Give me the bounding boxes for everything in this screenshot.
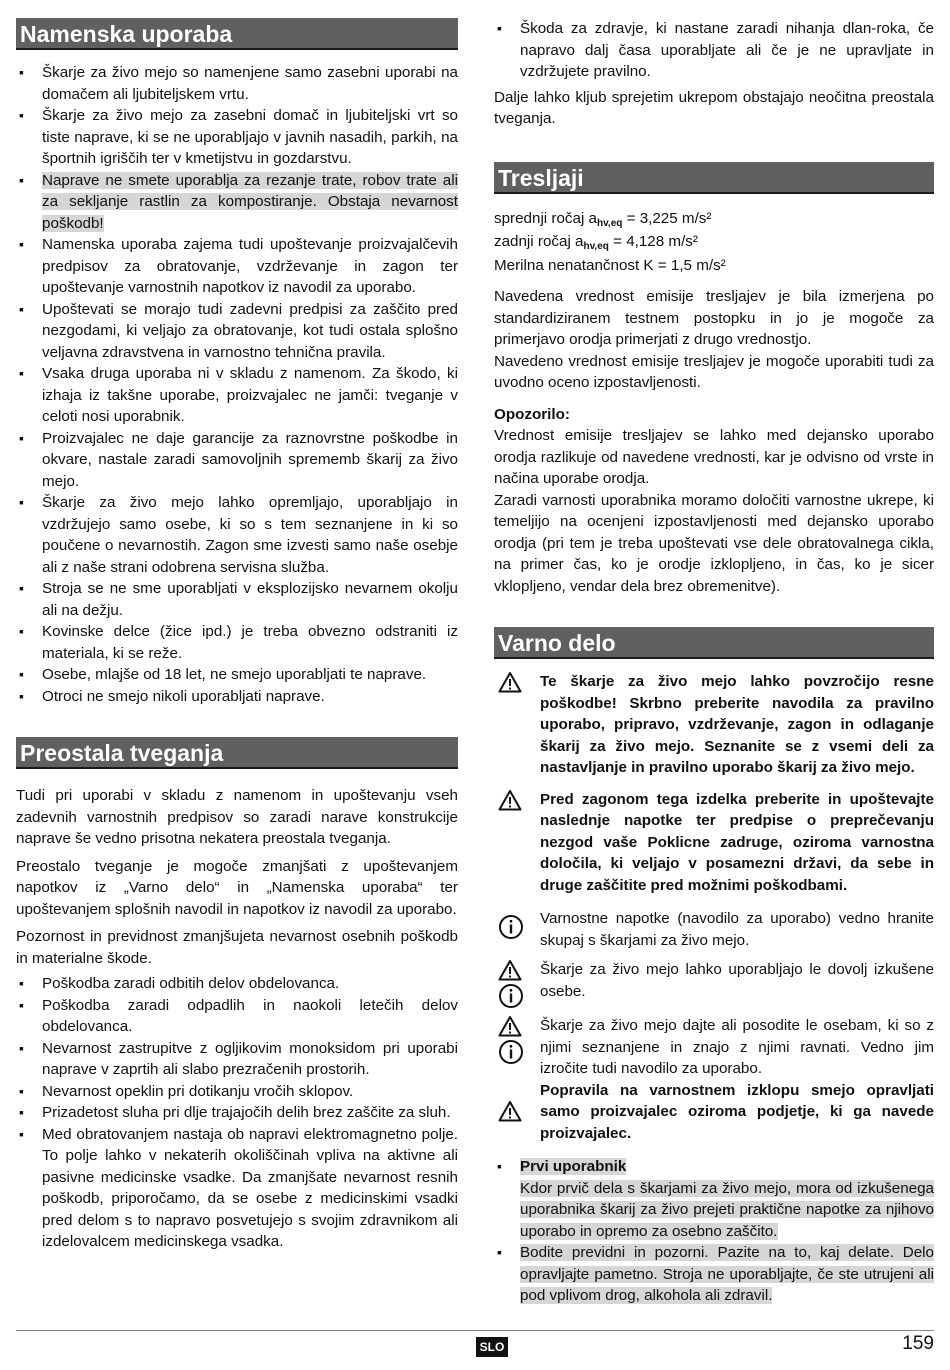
section-heading-safe-work: Varno delo bbox=[494, 627, 934, 659]
paragraph: Pozornost in previdnost zmanjšujeta nevarnost osebnih poškodb in materialne škode. bbox=[16, 928, 458, 967]
list-item: ▪ Namenska uporaba zajema tudi upoštevanje proizvajalčevih predpisov za obratovanje, vzdrževanje in zagon ter upoštevanje varnostnih napotkov iz navodil za uporabo. bbox=[16, 234, 458, 299]
warning-title: Opozorilo: bbox=[494, 405, 570, 423]
footer-divider bbox=[16, 1330, 934, 1331]
list-item: ▪ Otroci ne smejo nikoli uporabljati naprave. bbox=[16, 686, 458, 708]
list-item: ▪ Proizvajalec ne daje garancije za raznovrstne poškodbe in okvare, nastale zaradi samovoljnih sprememb škarij za živo mejo. bbox=[16, 428, 458, 493]
list-item: ▪ Škoda za zdravje, ki nastane zaradi nihanja dlan-roka, če napravo dalj časa uporabljate ali če je ne upravljate in vzdržujete pravilno. bbox=[494, 18, 934, 83]
intended-use-list bbox=[16, 62, 458, 707]
list-item bbox=[494, 1242, 934, 1307]
operator-notes-list bbox=[494, 1156, 934, 1307]
list-item: ▪ Poškodba zaradi odpadlih in naokoli letečih delov obdelovanca. bbox=[16, 995, 458, 1038]
list-item: ▪ Škarje za živo mejo lahko opremljajo, uporabljajo in vzdržujejo samo osebe, ki so s tem seznanjene in ki so poučene o nevarnostih. Zagon sme izvesti samo naše osebje ali z naše strani odobrena servisna služba. bbox=[16, 492, 458, 578]
highlighted-text: Bodite previdni in pozorni. Pazite na to, kaj delate. Delo opravljajte pametno. Stroja ne uporabljajte, če ste utrujeni ali pod vplivom drog, alkohola ali zdravil. bbox=[520, 1244, 934, 1304]
list-item: ▪ Upoštevati se morajo tudi zadevni predpisi za zaščito pred nezgodami, ki veljajo za obratovanje, kot tudi ostala splošno veljavna zdravstvena in varnostno tehnična pravila. bbox=[16, 299, 458, 364]
front-handle-value: sprednji ročaj ahv,eq = 3,225 m/s² bbox=[494, 209, 712, 229]
highlighted-text: Naprave ne smete uporablja za rezanje trate, robov trate ali za sekljanje rastlin za kompostiranje. Obstaja nevarnost poškodb! bbox=[42, 171, 458, 232]
list-item: ▪ Med obratovanjem nastaja ob napravi elektromagnetno polje. To polje lahko v nekaterih okoliščinah vpliva na aktivne ali pasivne medicinske vsadke. Da zmanjšate nevarnost resnih poškodb, priporočamo, da se osebe z medicinskimi vsadki pred delom s to napravo posvetujejo s svojim zdravnikom ali izdelovalcem medicinskega vsadka. bbox=[16, 1124, 458, 1253]
language-badge: SLO bbox=[476, 1337, 508, 1357]
residual-risks-list-cont bbox=[494, 18, 934, 83]
list-item: ▪ Stroja se ne sme uporabljati v eksplozijsko nevarnem okolju ali na dežju. bbox=[16, 578, 458, 621]
page-number: 159 bbox=[902, 1333, 934, 1354]
info-note: Varnostne napotke (navodilo za uporabo) vedno hranite skupaj s škarjami za živo mejo. bbox=[494, 908, 934, 951]
list-item bbox=[16, 170, 458, 235]
paragraph: Navedena vrednost emisije tresljajev je bila izmerjena po standardiziranem testnem postopku in jo je mogoče za primerjavo orodja primerjati z drugo vrednostjo. bbox=[494, 288, 934, 348]
info-icon bbox=[498, 1039, 524, 1065]
right-column bbox=[494, 0, 934, 1307]
rear-handle-value: zadnji ročaj ahv,eq = 4,128 m/s² bbox=[494, 233, 698, 252]
warning-triangle-icon bbox=[498, 671, 524, 693]
paragraph: Tudi pri uporabi v skladu z namenom in upoštevanju vseh zadevnih varnostnih predpisov so zaradi narave konstrukcije naprave še vedno prisotna nekatera preostala tveganja. bbox=[16, 787, 458, 847]
info-icon bbox=[498, 914, 524, 940]
paragraph: Dalje lahko kljub sprejetim ukrepom obstajajo neočitna preostala tveganja. bbox=[494, 88, 934, 127]
safety-note: Pred zagonom tega izdelka preberite in upoštevajte naslednje napotke ter predpise o preprečevanju nezgod vaše Poklicne zadruge, oziroma varnostna določila, ki veljajo v posamezni državi, da sebe in druge zaščitite pred možnimi poškodbami. bbox=[494, 789, 934, 897]
measurement-uncertainty: Merilna nenatančnost K = 1,5 m/s² bbox=[494, 256, 726, 274]
list-item: ▪ Osebe, mlajše od 18 let, ne smejo uporabljati te naprave. bbox=[16, 664, 458, 686]
paragraph: Navedeno vrednost emisije tresljajev je mogoče uporabiti tudi za uvodno oceno izpostavljenosti. bbox=[494, 352, 934, 391]
list-item: ▪ Nevarnost zastrupitve z ogljikovim monoksidom pri uporabi naprave v zaprtih ali slabo prezračenih prostorih. bbox=[16, 1038, 458, 1081]
safety-note: Te škarje za živo mejo lahko povzročijo resne poškodbe! Skrbno preberite navodila za pravilno uporabo, pripravo, vzdrževanje, zagon in odlaganje škarij za živo mejo. Seznanite se z vsemi deli za nastavljanje in pravilno uporabo škarij za živo mejo. bbox=[494, 671, 934, 779]
list-item: ▪ Nevarnost opeklin pri dotikanju vročih sklopov. bbox=[16, 1081, 458, 1103]
list-item: ▪ Škarje za živo mejo so namenjene samo zasebni uporabi na domačem ali ljubiteljskem vrtu. bbox=[16, 62, 458, 105]
residual-risks-list bbox=[16, 973, 458, 1253]
highlighted-text: Kdor prvič dela s škarjami za živo mejo, mora od izkušenega uporabnika škarij za živo prejeti praktične napotke za njihovo uporabo in opremo za osebno zaščito. bbox=[520, 1179, 934, 1240]
info-note: Škarje za živo mejo dajte ali posodite le osebam, ki so z njimi seznanjene in znajo z njimi ravnati. Vedno jim izročite tudi navodilo za uporabo. bbox=[494, 1015, 934, 1080]
safety-note: Popravila na varnostnem izklopu smejo opravljati samo proizvajalec oziroma podjetje, ki ga navede proizvajalec. bbox=[494, 1080, 934, 1145]
list-item: ▪ Poškodba zaradi odbitih delov obdelovanca. bbox=[16, 973, 458, 995]
list-item: ▪ Kovinske delce (žice ipd.) je treba obvezno odstraniti iz materiala, ki se reže. bbox=[16, 621, 458, 664]
section-heading-intended-use: Namenska uporaba bbox=[16, 18, 458, 50]
paragraph: Vrednost emisije tresljajev se lahko med dejansko uporabo orodja razlikuje od navedene vrednosti, kar je odvisno od vrste in načina uporabe orodja. bbox=[494, 427, 934, 487]
paragraph: Preostalo tveganje je mogoče zmanjšati z upoštevanjem napotkov iz „Varno delo“ in „Namenska uporaba“ ter upoštevanjem splošnih navodil in napotkov iz navodil za uporabo. bbox=[16, 857, 458, 918]
warning-triangle-icon bbox=[498, 789, 524, 811]
list-item bbox=[494, 1156, 934, 1242]
list-item: ▪ Prizadetost sluha pri dlje trajajočih delih brez zaščite za sluh. bbox=[16, 1102, 458, 1124]
vibration-values bbox=[494, 208, 934, 277]
list-item: ▪ Vsaka druga uporaba ni v skladu z namenom. Za škodo, ki izhaja iz takšne uporabe, proizvajalec ne jamči: tveganje v celoti nosi uporabnik. bbox=[16, 363, 458, 428]
section-heading-vibrations: Tresljaji bbox=[494, 162, 934, 194]
warning-triangle-icon bbox=[498, 959, 524, 981]
list-item: ▪ Škarje za živo mejo za zasebni domač in ljubiteljski vrt so tiste naprave, ki se ne uporabljajo v javnih nasadih, parkih, na športnih igriščih ter v kmetijstvu in gozdarstvu. bbox=[16, 105, 458, 170]
info-note: Škarje za živo mejo lahko uporabljajo le dovolj izkušene osebe. bbox=[494, 959, 934, 1009]
warning-triangle-icon bbox=[498, 1015, 524, 1037]
left-column bbox=[16, 0, 458, 1253]
first-user-title: Prvi uporabnik bbox=[520, 1158, 627, 1175]
warning-triangle-icon bbox=[498, 1100, 524, 1122]
section-heading-residual-risks: Preostala tveganja bbox=[16, 737, 458, 769]
paragraph: Zaradi varnosti uporabnika moramo določiti varnostne ukrepe, ki temeljijo na ocenjeni izpostavljenosti med dejansko uporabo orodja (pri tem je treba upoštevati vse dele obratovalnega cikla, na primer čas, ko je orodje izklopljeno, in čas, ko je sicer vklopljeno, vendar dela brez obremenitve). bbox=[494, 491, 934, 595]
info-icon bbox=[498, 983, 524, 1009]
